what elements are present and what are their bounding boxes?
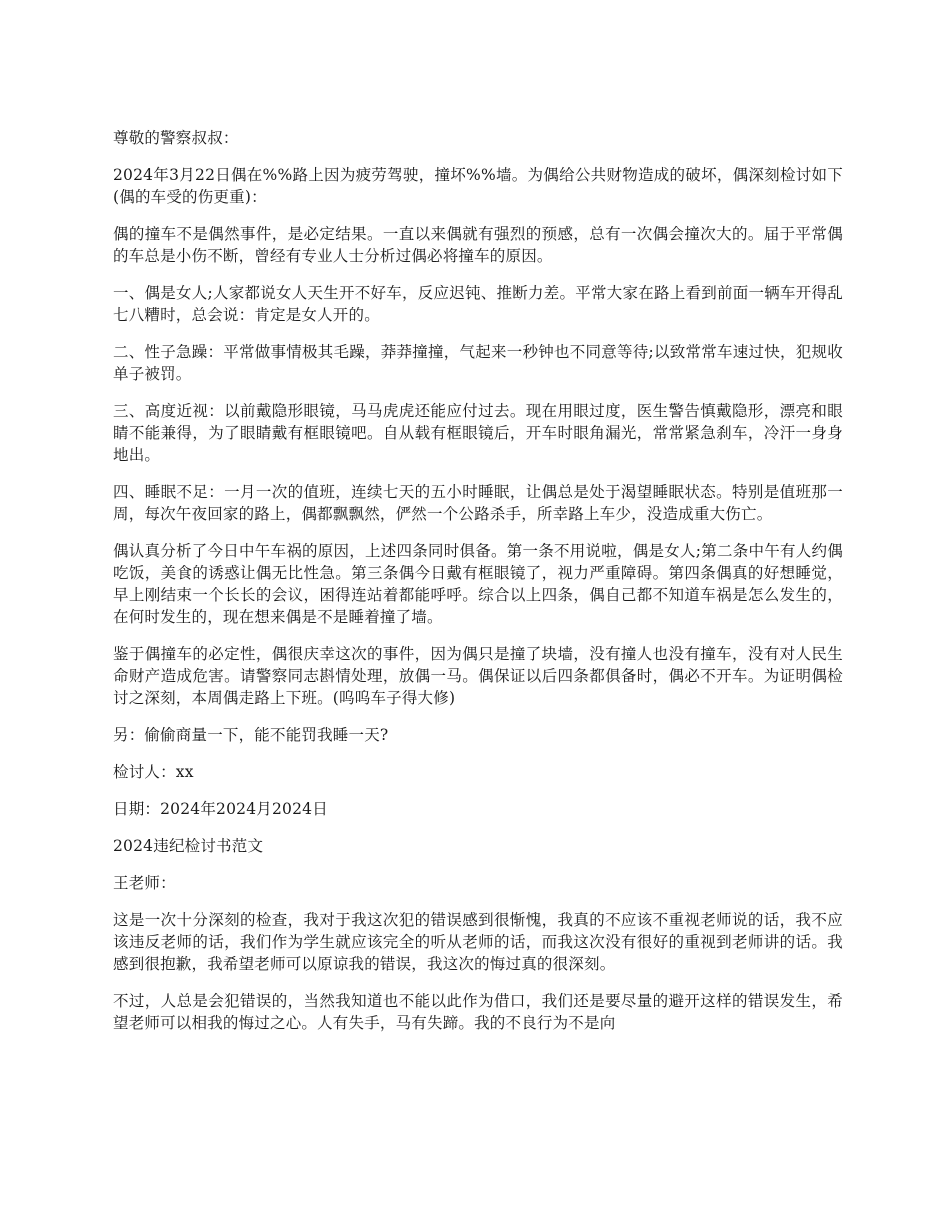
paragraph-intro: 2024年3月22日偶在%%路上因为疲劳驾驶，撞坏%%墙。为偶给公共财物造成的破坏，偶深刻检讨如下(偶的车受的伤更重)： xyxy=(113,166,843,206)
section-title: 2024违纪检讨书范文 xyxy=(113,837,264,855)
paragraph-analysis: 偶认真分析了今日中午车祸的原因，上述四条同时俱备。第一条不用说啦，偶是女人;第二条中午有人约偶吃饭，美食的诱惑让偶无比性急。第三条偶今日戴有框眼镜了，视力严重障碍。第四条偶真的好想睡觉，早上刚结束一个长长的会议，困得连站着都能呼呼。综合以上四条，偶自己都不知道车祸是怎么发生的，在何时发生的，现在想来偶是不是睡着撞了墙。 xyxy=(113,542,843,626)
paragraph: 这是一次十分深刻的检查，我对于我这次犯的错误感到很惭愧，我真的不应该不重视老师说的话，我不应该违反老师的话，我们作为学生就应该完全的听从老师的话，而我这次没有很好的重视到老师讲的话。我感到很抱歉，我希望老师可以原谅我的错误，我这次的悔过真的很深刻。 xyxy=(113,911,843,973)
signer: 检讨人：xx xyxy=(113,763,194,781)
paragraph-postscript: 另：偷偷商量一下，能不能罚我睡一天? xyxy=(113,726,389,744)
paragraph-point-4: 四、睡眠不足：一月一次的值班，连续七天的五小时睡眠，让偶总是处于渴望睡眠状态。特别是值班那一周，每次午夜回家的路上，偶都飘飘然，俨然一个公路杀手，所幸路上车少，没造成重大伤亡。 xyxy=(113,483,843,523)
paragraph-point-1: 一、偶是女人;人家都说女人天生开不好车，反应迟钝、推断力差。平常大家在路上看到前面一辆车开得乱七八糟时，总会说：肯定是女人开的。 xyxy=(113,284,843,324)
paragraph-point-2: 二、性子急躁：平常做事情极其毛躁，莽莽撞撞，气起来一秒钟也不同意等待;以致常常车速过快，犯规收单子被罚。 xyxy=(113,343,843,383)
paragraph: 不过，人总是会犯错误的，当然我知道也不能以此作为借口，我们还是要尽量的避开这样的错误发生，希望老师可以相我的悔过之心。人有失手，马有失蹄。我的不良行为不是向 xyxy=(113,992,843,1032)
paragraph-conclusion: 鉴于偶撞车的必定性，偶很庆幸这次的事件，因为偶只是撞了块墙，没有撞人也没有撞车，没有对人民生命财产造成危害。请警察同志斟情处理，放偶一马。偶保证以后四条都俱备时，偶必不开车。为证明偶检讨之深刻，本周偶走路上下班。(呜呜车子得大修) xyxy=(113,645,843,707)
salutation-2: 王老师： xyxy=(113,874,176,892)
paragraph-point-3: 三、高度近视：以前戴隐形眼镜，马马虎虎还能应付过去。现在用眼过度，医生警告慎戴隐形，漂亮和眼睛不能兼得，为了眼睛戴有框眼镜吧。自从载有框眼镜后，开车时眼角漏光，常常紧急刹车，冷汗一身身地出。 xyxy=(113,402,843,464)
date: 日期：2024年2024月2024日 xyxy=(113,800,328,818)
salutation: 尊敬的警察叔叔： xyxy=(113,129,239,147)
document-body xyxy=(113,127,843,1049)
paragraph: 偶的撞车不是偶然事件，是必定结果。一直以来偶就有强烈的预感，总有一次偶会撞次大的。届于平常偶的车总是小伤不断，曾经有专业人士分析过偶必将撞车的原因。 xyxy=(113,225,843,265)
